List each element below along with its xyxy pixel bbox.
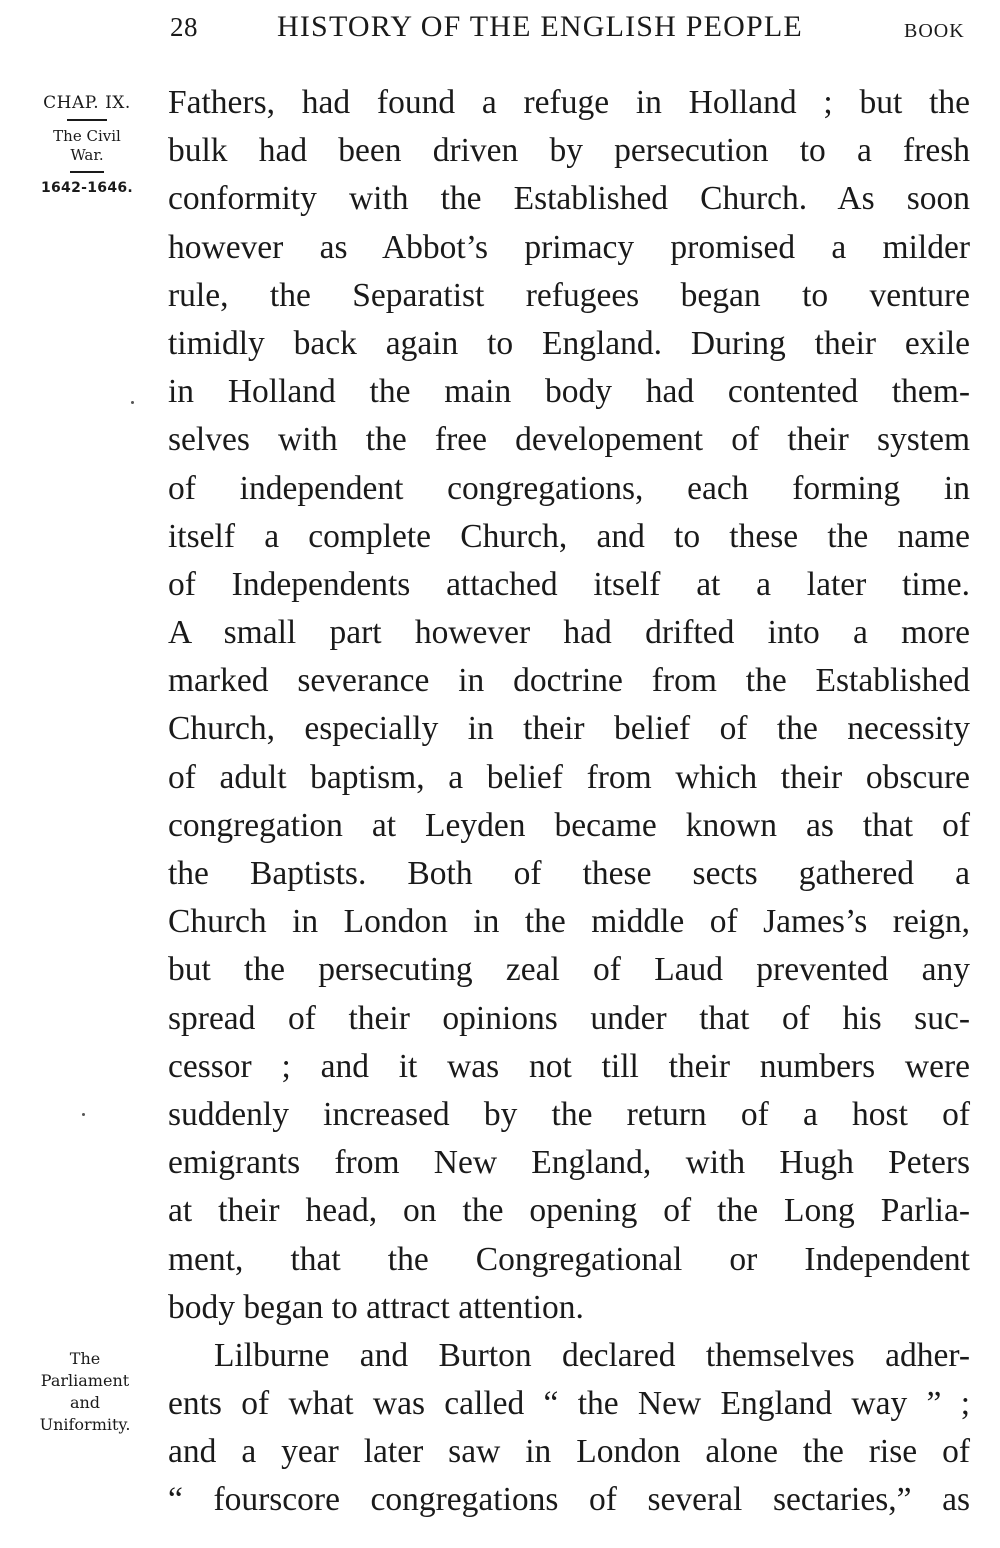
text-line: “ fourscore congregations of several sectaries,” as — [168, 1481, 970, 1519]
text-line: rule, the Separatist refugees began to venture — [168, 276, 970, 314]
text-line: bulk had been driven by persecution to a fresh — [168, 132, 970, 170]
section-title-line1: The Civil — [53, 127, 121, 145]
margin-note2-line2: Parliament — [40, 1371, 130, 1390]
body-text — [168, 79, 970, 1525]
text-line: ment, that the Congregational or Independent — [168, 1240, 970, 1278]
margin-note2-line1: The — [69, 1349, 101, 1368]
text-line: Church, especially in their belief of the necessity — [168, 710, 970, 748]
print-speck — [131, 401, 134, 404]
text-line: marked severance in doctrine from the Established — [168, 662, 970, 700]
text-line: however as Abbot’s primacy promised a milder — [168, 228, 970, 266]
margin-note2-line3: and — [69, 1393, 101, 1412]
margin-note2-line4: Uniformity. — [39, 1415, 131, 1434]
text-line: selves with the free developement of their system — [168, 421, 970, 459]
text-line: of independent congregations, each forming in — [168, 469, 970, 507]
margin-rule — [70, 171, 104, 173]
text-line: spread of their opinions under that of his suc- — [168, 999, 970, 1037]
text-line: timidly back again to England. During their exile — [168, 324, 970, 362]
margin-rule — [67, 119, 107, 121]
paragraph-end-line: body began to attract attention. — [168, 1288, 584, 1326]
text-line: congregation at Leyden became known as that of — [168, 806, 970, 844]
section-title-line2: War. — [70, 146, 104, 164]
text-line: and a year later saw in London alone the rise of — [168, 1433, 970, 1471]
text-line: at their head, on the opening of the Long Parlia- — [168, 1192, 970, 1230]
text-line: but the persecuting zeal of Laud prevented any — [168, 951, 970, 989]
running-book-label: BOOK — [904, 20, 965, 42]
text-line: cessor ; and it was not till their numbers were — [168, 1047, 970, 1085]
text-line: A small part however had drifted into a more — [168, 614, 970, 652]
margin-note-chapter — [25, 94, 149, 198]
chapter-label: CHAP. IX. — [43, 93, 131, 113]
text-line: of Independents attached itself at a later time. — [168, 565, 970, 603]
text-line: of adult baptism, a belief from which their obscure — [168, 758, 970, 796]
text-line: ents of what was called “ the New England way ” ; — [168, 1385, 970, 1423]
text-line: emigrants from New England, with Hugh Peters — [168, 1144, 970, 1182]
running-header — [0, 6, 1000, 46]
margin-note-parliament — [15, 1348, 155, 1436]
text-line: Church in London in the middle of James’s reign, — [168, 903, 970, 941]
paragraph-start-line: Lilburne and Burton declared themselves adher- — [214, 1336, 970, 1374]
page-number: 28 — [170, 12, 198, 42]
text-line: conformity with the Established Church. As soon — [168, 180, 970, 218]
text-line: itself a complete Church, and to these the name — [168, 517, 970, 555]
text-line: Fathers, had found a refuge in Holland ; but the — [168, 84, 970, 121]
running-title: HISTORY OF THE ENGLISH PEOPLE — [277, 10, 803, 43]
section-years: 1642-1646. — [40, 180, 134, 196]
print-speck — [82, 1113, 85, 1116]
text-line: in Holland the main body had contented them- — [168, 373, 970, 411]
text-line: the Baptists. Both of these sects gathered a — [168, 855, 970, 892]
text-line: suddenly increased by the return of a host of — [168, 1095, 970, 1133]
